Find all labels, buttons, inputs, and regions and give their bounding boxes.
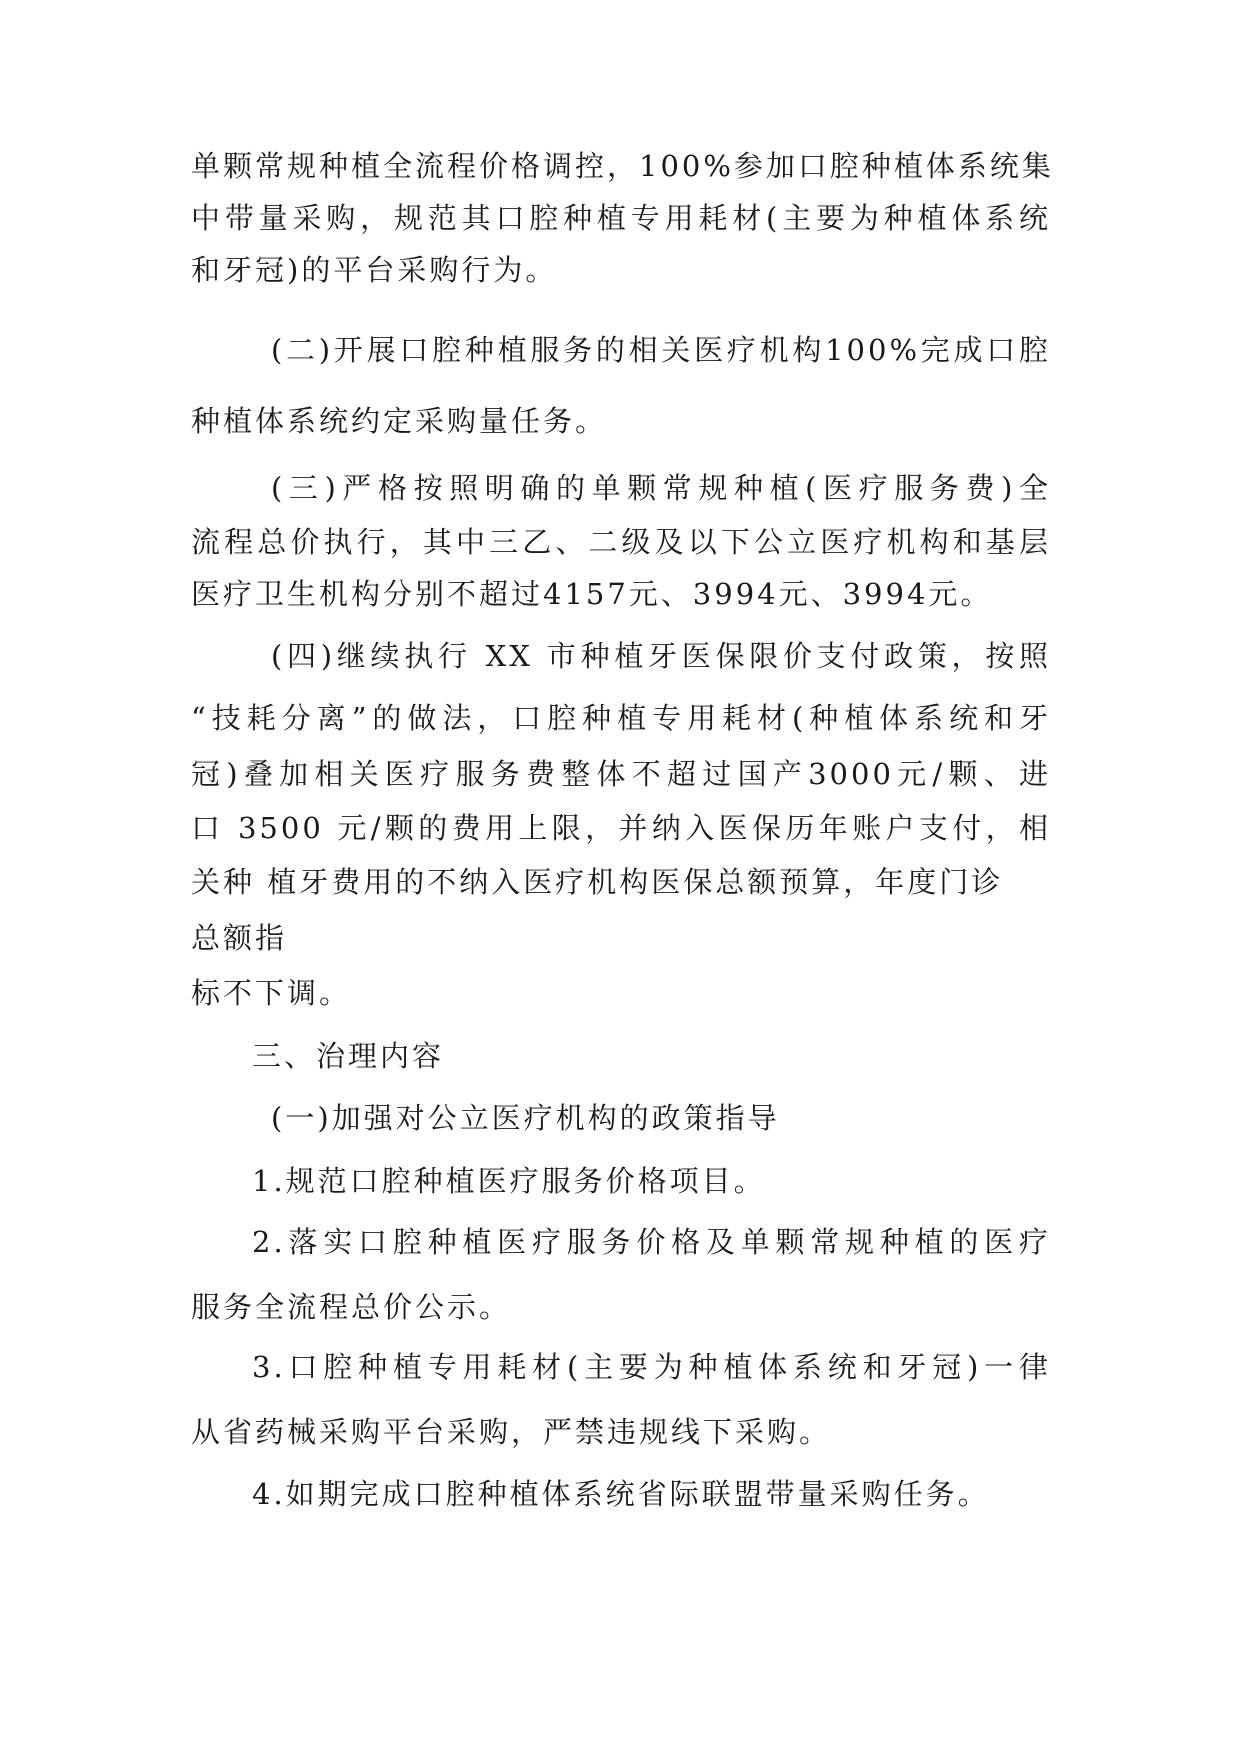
text-line: (四)继续执行 XX 市种植牙医保限价支付政策，按照 [271,639,1051,673]
text-line: 中带量采购，规范其口腔种植专用耗材(主要为种植体系统 [191,201,1051,235]
text-line: 和牙冠)的平台采购行为。 [191,253,558,287]
list-item: 4.如期完成口腔种植体系统省际联盟带量采购任务。 [252,1477,990,1511]
text-line: 标不下调。 [191,976,352,1010]
text-line: 从省药械采购平台采购，严禁违规线下采购。 [191,1415,832,1449]
text-line: 医疗卫生机构分别不超过4157元、3994元、3994元。 [191,577,993,611]
text-line: 单颗常规种植全流程价格调控，100%参加口腔种植体系统集 [191,149,1054,183]
text-line: (二)开展口腔种植服务的相关医疗机构100%完成口腔 [271,333,1051,367]
list-item: 1.规范口腔种植医疗服务价格项目。 [252,1164,766,1198]
text-line: 关种 植牙费用的不纳入医疗机构医保总额预算，年度门诊 [191,865,1004,899]
text-line: 冠)叠加相关医疗服务费整体不超过国产3000元/颗、进 [191,757,1051,791]
subsection-heading: (一)加强对公立医疗机构的政策指导 [271,1101,780,1135]
text-line: 服务全流程总价公示。 [191,1290,512,1324]
section-heading: 三、治理内容 [252,1039,445,1073]
list-item: 3.口腔种植专用耗材(主要为种植体系统和牙冠)一律 [252,1350,1051,1384]
list-item: 2.落实口腔种植医疗服务价格及单颗常规种植的医疗 [252,1225,1051,1259]
text-line: “技耗分离”的做法，口腔种植专用耗材(种植体系统和牙 [191,701,1051,735]
text-line: 流程总价执行，其中三乙、二级及以下公立医疗机构和基层 [191,525,1051,559]
text-line: 口 3500 元/颗的费用上限，并纳入医保历年账户支付，相 [191,811,1051,845]
text-line: 总额指 [191,921,288,955]
text-line: (三)严格按照明确的单颗常规种植(医疗服务费)全 [271,471,1051,505]
text-line: 种植体系统约定采购量任务。 [191,404,608,438]
